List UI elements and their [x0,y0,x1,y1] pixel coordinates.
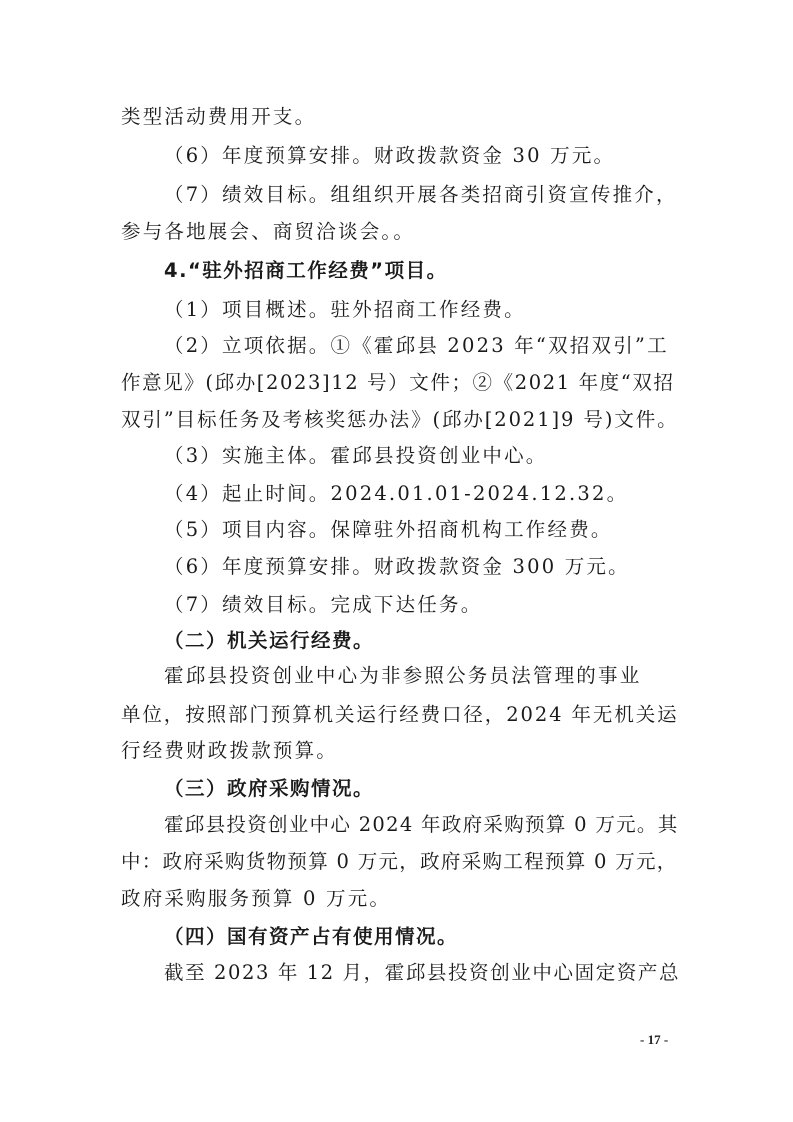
paragraph-line: （6）年度预算安排。财政拨款资金 300 万元。 [164,555,630,578]
paragraph-line: 截至 2023 年 12 月，霍邱县投资创业中心固定资产总 [164,961,681,984]
paragraph-line: （3）实施主体。霍邱县投资创业中心。 [164,444,548,467]
paragraph-line: 类型活动费用开支。 [121,105,317,128]
paragraph-line: 双引”目标任务及考核奖惩办法》(邱办[2021]9 号)文件。 [121,408,679,431]
paragraph-line: 政府采购服务预算 0 万元。 [121,887,392,910]
section-heading: （二）机关运行经费。 [164,629,375,652]
paragraph-line: （6）年度预算安排。财政拨款资金 30 万元。 [164,144,616,167]
paragraph-line: （5）项目内容。保障驻外招商机构工作经费。 [164,518,613,541]
paragraph-line: （2）立项依据。①《霍邱县 2023 年“双招双引”工 [164,334,669,357]
paragraph-line: 参与各地展会、商贸洽谈会。。 [121,220,416,243]
paragraph-line: 单位，按照部门预算机关运行经费口径，2024 年无机关运 [121,703,679,726]
paragraph-line: （4）起止时间。2024.01.01-2024.12.32。 [164,482,629,505]
section-heading: （三）政府采购情况。 [164,777,375,800]
paragraph-line: 作意见》(邱办[2023]12 号）文件；②《2021 年度“双招 [121,371,675,394]
section-heading: （四）国有资产占有使用情况。 [164,925,459,948]
paragraph-line: 行经费财政拨款预算。 [121,739,339,762]
paragraph-line: 霍邱县投资创业中心为非参照公务员法管理的事业 [164,664,642,687]
paragraph-line: 霍邱县投资创业中心 2024 年政府采购预算 0 万元。其 [164,813,679,836]
paragraph-line: 中：政府采购货物预算 0 万元，政府采购工程预算 0 万元， [121,850,678,873]
page-number: - 17 - [640,1032,669,1047]
section-heading: 4.“驻外招商工作经费”项目。 [164,259,448,282]
paragraph-line: （7）绩效目标。完成下达任务。 [164,593,483,616]
paragraph-line: （1）项目概述。驻外招商工作经费。 [164,298,526,321]
paragraph-line: （7）绩效目标。组组织开展各类招商引资宣传推介， [164,183,678,206]
